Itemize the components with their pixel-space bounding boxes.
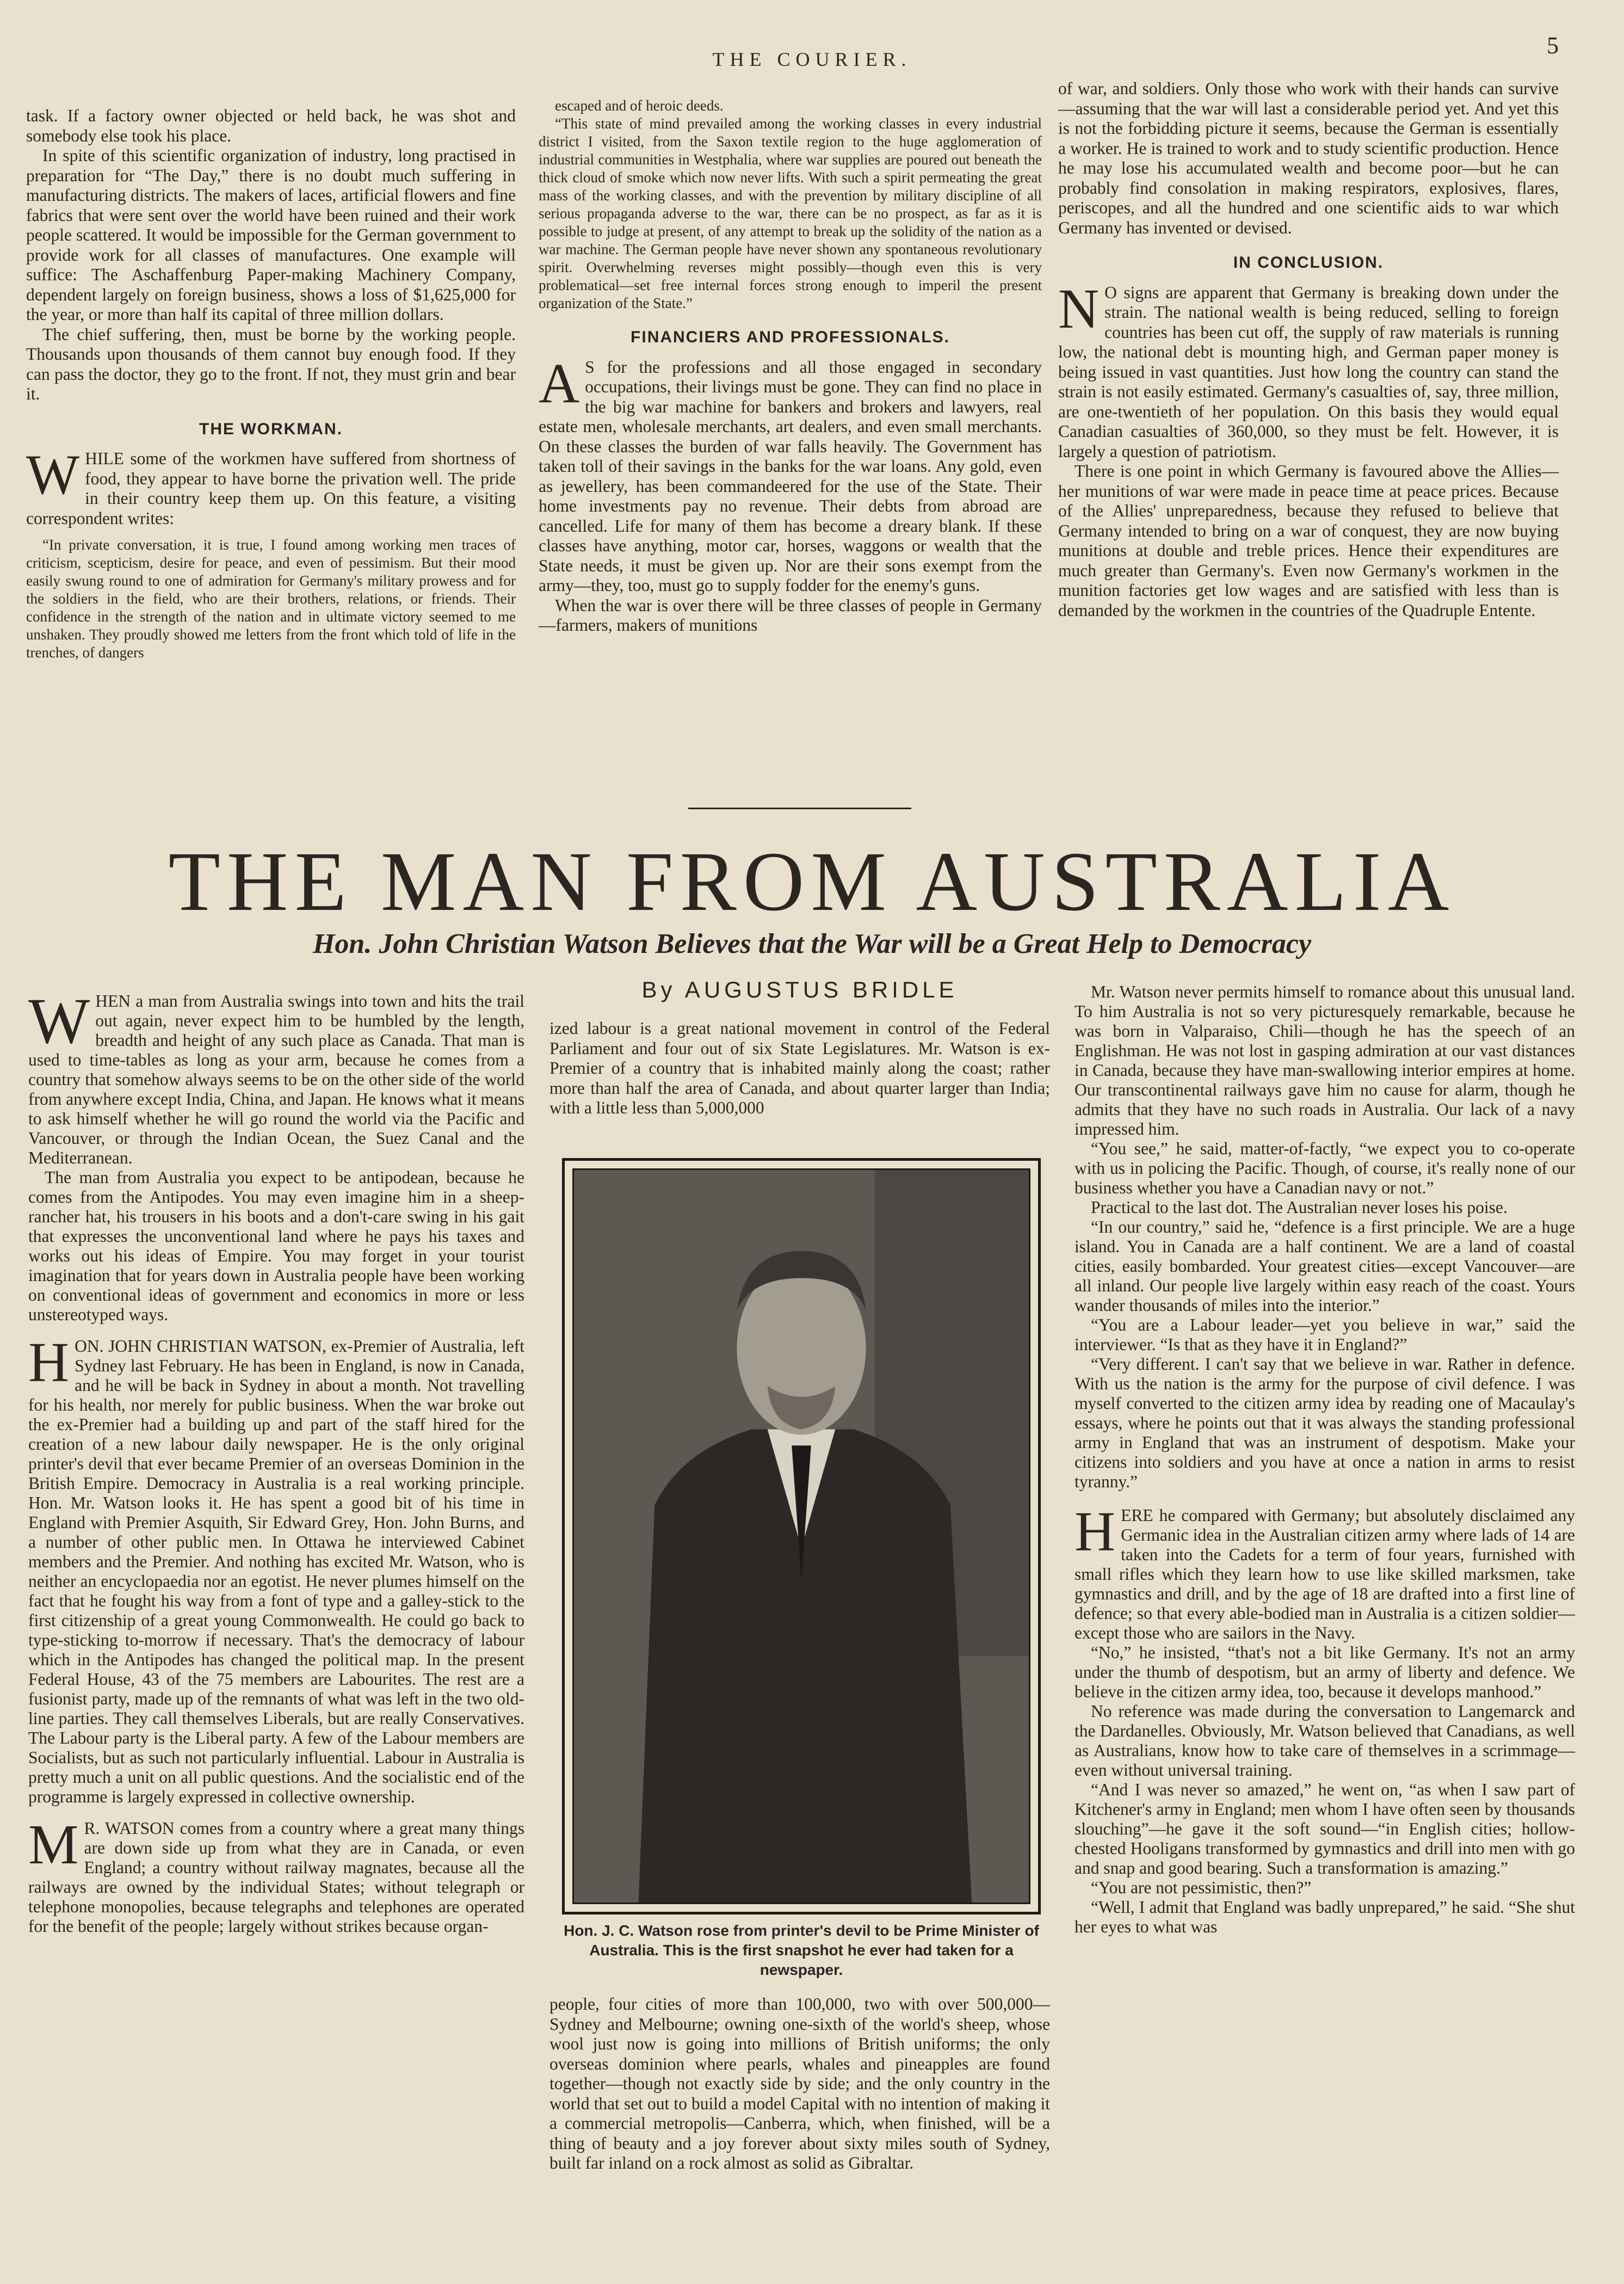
paragraph: people, four cities of more than 100,000, two with over 500,000—Sydney and Melbourne; owning one-sixth of the world's sheep, whose wool just now is going into millions of British uniforms; the only overseas dominion where pearls, whales and pineapples are found together—though not exactly side by side; and the only country in the world that set out to build a model Capital with no intention of making it a commercial metropolis—Canberra, which, when finished, will be a thing of beauty and a joy forever about sixty miles south of Sydney, built far inland on a rock almost as solid as Gibraltar. xyxy=(549,1994,1050,2172)
top-column-2 xyxy=(539,97,1042,636)
section-heading: IN CONCLUSION. xyxy=(1233,254,1384,272)
divider xyxy=(688,808,911,809)
top-column-1 xyxy=(26,106,516,662)
article-column-1 xyxy=(28,984,524,1936)
quote-paragraph: escaped and of heroic deeds. xyxy=(555,97,724,114)
article-column-2-lower xyxy=(549,1994,1050,2174)
paragraph: The man from Australia you expect to be antipodean, because he comes from the Antipodes. You may even imagine him in a sheep-rancher hat, his trousers in his boots and a don't-care swing in his gait that expresses the unconventional land where he pays his taxes and works out his ideas of Empire. You may forget in your tourist imagination that for years down in Australia people have been working on conventional ideas of government and economics in more or less unstereotyped ways. xyxy=(28,1168,524,1324)
portrait-photo xyxy=(562,1158,1041,1914)
paragraph-text: ERE he compared with Germany; but absolutely disclaimed any Germanic idea in the Australian citizen army where lads of 14 are taken into the Cadets for a term of four years, furnished with small rifles which they learn how to use like skilled marksmen, take gymnastics and drill, and by the age of 18 are drafted into a first line of defence; so that every able-bodied man in Australia is a citizen soldier—except those who are sailors in the Navy. xyxy=(1075,1506,1575,1642)
paragraph: “You are a Labour leader—yet you believe in war,” said the interviewer. “Is that as they have it in England?” xyxy=(1075,1315,1575,1354)
paragraph: “And I was never so amazed,” he went on, “as when I saw part of Kitchener's army in England; men whom I have often seen by thousands slouching”—he gave it the soft sound—“in English cities; hollow-chested Hooligans transformed by gymnastics and drill into men with go and snap and good bearing. Such a transformation is amazing.” xyxy=(1075,1780,1575,1877)
paragraph: In spite of this scientific organization of industry, long practised in preparation for “The Day,” there is no doubt much suffering in manufacturing districts. The makers of laces, artificial flowers and fine fabrics that were sent over the world have been ruined and their work people scattered. It would be impossible for the German government to provide work for all classes of manufactures. One example will suffice: The Aschaffenburg Paper-making Machinery Company, dependent largely on foreign business, shows a loss of $1,625,000 for the year, or more than half its capital of three million dollars. xyxy=(26,146,516,324)
page-number: 5 xyxy=(1547,32,1559,59)
paragraph: “You are not pessimistic, then?” xyxy=(1091,1878,1312,1897)
paragraph: ized labour is a great national movement in control of the Federal Parliament and four out of six State Legislatures. Mr. Watson is ex-Premier of a country that is inhabited mainly along the coast; rather more than half the area of Canada, and about quarter larger than India; with a little less than 5,000,000 xyxy=(549,1019,1050,1117)
section-heading: THE WORKMAN. xyxy=(199,420,343,438)
paragraph-text: O signs are apparent that Germany is breaking down under the strain. The national wealth is being reduced, selling to foreign countries has been cut off, the supply of raw materials is running low, the national debt is mounting high, and German paper money is being issued in vast quantities. Just how long the country can stand the strain is not easily estimated. Germany's casualties of, say, three million, are one-twentieth of her population. On this basis they would equal Canadian casualties of 360,000, so they must be felt. However, it is largely a question of patriotism. xyxy=(1058,282,1559,461)
quote-paragraph: “This state of mind prevailed among the working classes in every industrial district I visited, from the Saxon textile region to the huge agglomeration of industrial communities in Westphalia, where war supplies are poured out beneath the thick cloud of smoke which now never lifts. With such a spirit permeating the great mass of the working classes, and with the prevention by military discipline of all serious propaganda adverse to the war, there can be no prospect, as far as it is possible to judge at present, of any attempt to break up the solidity of the nation as a war machine. The German people have never shown any spontaneous revolutionary spirit. Overwhelming reverses might possibly—though even this is very problematical—set free internal forces strong enough to imperil the present organization of the State.” xyxy=(539,115,1042,311)
quote-paragraph: “In private conversation, it is true, I found among working men traces of criticism, scepticism, desire for peace, and even of pessimism. But their mood easily swung round to one of admiration for Germany's military prowess and for the soldiers in the field, who are their brothers, relations, or friends. Their confidence in the strength of the nation and in ultimate victory seemed to me unshaken. They proudly showed me letters from the front which told of life in the trenches, of dangers xyxy=(26,537,516,661)
paragraph: There is one point in which Germany is favoured above the Allies—her munitions of war were made in peace time at peace prices. Because of the Allies' unpreparedness, because they refused to believe that Germany intended to bring on a war of conquest, they are now buying munitions at double and treble prices. Hence their expenditures are much greater than Germany's. Even now Germany's workmen in the munition factories get low wages and are satisfied with less than is demanded by the workmen in the countries of the Quadruple Entente. xyxy=(1058,461,1559,620)
paragraph-text: ON. JOHN CHRISTIAN WATSON, ex-Premier of Australia, left Sydney last February. He has been in England, is now in Canada, and he will be back in Sydney in about a month. Not travelling for his health, nor merely for public business. When the war broke out the ex-Premier had a building up and part of the staff hired for the creation of a new labour daily newspaper. He is the only original printer's devil that ever became Premier of an overseas Dominion in the British Empire. Democracy in Australia is a real working principle. Hon. Mr. Watson looks it. He has spent a good bit of his time in England with Premier Asquith, Sir Edward Grey, Hon. John Burns, and a number of other public men. In Ottawa he interviewed Cabinet members and the Premier. And nothing has excited Mr. Watson, who is neither an encyclopaedia nor an egotist. He never plumes himself on the fact that he fought his way from a font of type and a galley-stick to the first citizenship of a great young Commonwealth. He could go back to type-sticking to-morrow if necessary. That's the democracy of labour which in the Antipodes has changed the political map. In the present Federal House, 43 of the 75 members are Labourites. The rest are a fusionist party, made up of the remnants of what was left in the two old-line parties. They call themselves Liberals, but are really Conservatives. The Labour party is the Liberal party. A few of the Labour members are Socialists, but as such not particularly influential. Labour in Australia is pretty much a unit on all public questions. And the socialistic end of the programme is largely expressed in collective ownership. xyxy=(28,1337,524,1806)
drop-cap: W xyxy=(28,984,90,1057)
section-heading: FINANCIERS AND PROFESSIONALS. xyxy=(631,328,950,346)
headline: THE MAN FROM AUSTRALIA xyxy=(168,834,1456,928)
paragraph xyxy=(28,1813,524,1936)
paragraph: The chief suffering, then, must be borne by the working people. Thousands upon thousands of them cannot buy enough food. If they can pass the doctor, they go to the front. If not, they must grin and bear it. xyxy=(26,324,516,403)
paragraph xyxy=(1075,1500,1575,1643)
paragraph: When the war is over there will be three classes of people in Germany—farmers, makers of munitions xyxy=(539,595,1042,635)
paragraph-text: HILE some of the workmen have suffered from shortness of food, they appear to have borne the privation well. The pride in their country keep them up. On this feature, a visiting correspondent writes: xyxy=(26,449,516,528)
paragraph xyxy=(1058,277,1559,462)
byline: By AUGUSTUS BRIDLE xyxy=(641,977,958,1002)
paragraph: of war, and soldiers. Only those who work with their hands can survive—assuming that the war will last a considerable period yet. And yet this is not the forbidding picture it seems, because the German is essentially a worker. He is trained to work and to study scientific production. Hence he may lose his accumulated wealth and become poor—but he can probably find consolation in making respirators, explosives, flares, periscopes, and all the hundred and one scientific aids to war which Germany has invented or devised. xyxy=(1058,79,1559,237)
masthead: THE COURIER. xyxy=(712,48,912,70)
paragraph xyxy=(28,984,524,1168)
drop-cap: A xyxy=(539,352,580,415)
photo-image xyxy=(572,1168,1030,1904)
article-column-2 xyxy=(549,1019,1050,1118)
paragraph: Mr. Watson never permits himself to romance about this unusual land. To him Australia is not so very picturesquely remarkable, because he was born in Valparaiso, Chili—though he has the speech of an Englishman. He was not lost in gasping admiration at our vast distances in Canada, because they have man-swallowing interior empires at home. Our transcontinental railways gave him no cause for alarm, though he admits that they have no such roads in Australia. Our lack of a navy impressed him. xyxy=(1075,982,1575,1138)
drop-cap: H xyxy=(28,1331,70,1394)
top-column-3 xyxy=(1058,79,1559,620)
paragraph-text: S for the professions and all those engaged in secondary occupations, their livings must be gone. They can find no place in the big war machine for bankers and brokers and lawyers, real estate men, wholesale merchants, art dealers, and even small merchants. On these classes the burden of war falls heavily. The Government has taken toll of their savings in the banks for the war loans. Any gold, even as jewellery, has been commandeered for the use of the State. Their home investments pay no revenue. Their debts from abroad are cancelled. Life for many of them has become a dreary blank. If these classes have anything, motor car, horses, waggons or wealth that the State needs, it must be given up. Nor are their sons exempt from the army—they, too, must go to supply fodder for the enemy's guns. xyxy=(539,357,1042,595)
article-column-3 xyxy=(1075,982,1575,1937)
drop-cap: H xyxy=(1075,1500,1116,1563)
drop-cap: N xyxy=(1058,277,1100,340)
drop-cap: W xyxy=(26,444,80,506)
photo-caption: Hon. J. C. Watson rose from printer's devil to be Prime Minister of Australia. This is the first snapshot he ever had taken for a newspaper. xyxy=(564,1922,1039,1978)
paragraph xyxy=(28,1331,524,1807)
paragraph: Practical to the last dot. The Australian never loses his poise. xyxy=(1091,1198,1508,1217)
paragraph: “Well, I admit that England was badly unprepared,” he said. “She shut her eyes to what was xyxy=(1075,1898,1575,1936)
portrait-figure xyxy=(574,1170,1029,1903)
paragraph: “In our country,” said he, “defence is a first principle. We are a huge island. You in Canada are a half continent. We are a land of coastal cities, easily bombarded. Your greatest cities—except Vancouver—are all inland. Our people live largely within easy reach of the coast. Yours wander thousands of miles into the interior.” xyxy=(1075,1217,1575,1315)
paragraph: “You see,” he said, matter-of-factly, “we expect you to co-operate with us in policing the Pacific. Though, of course, it's really none of our business whether you have a Canadian navy or not.” xyxy=(1075,1139,1575,1197)
paragraph: “Very different. I can't say that we believe in war. Rather in defence. With us the nation is the army for the purpose of civil defence. I was myself converted to the citizen army idea by reading one of Macaulay's essays, where he points out that it was always the standing professional army in England that was an instrument of despotism. Make your citizens into soldiers and you have at once a nation in arms to resist tyranny.” xyxy=(1075,1355,1575,1491)
drop-cap: M xyxy=(28,1813,79,1876)
paragraph: No reference was made during the conversation to Langemarck and the Dardanelles. Obviously, Mr. Watson believed that Canadians, as well as Australians, know how to take care of themselves in a scrimmage—even without universal training. xyxy=(1075,1702,1575,1780)
paragraph-text: HEN a man from Australia swings into town and hits the trail out again, never expect him to be humbled by the length, breadth and height of any such place as Canada. That man is used to time-tables as long as your arm, because he comes from a country that somehow always seems to be on the other side of the world from anywhere except India, China, and Japan. He knows what it means to ask himself whether he will go round the world via the Pacific and Vancouver, or through the Indian Ocean, the Suez Canal and the Mediterranean. xyxy=(28,992,524,1167)
paragraph: “No,” he insisted, “that's not a bit like Germany. It's not an army under the thumb of despotism, but an army of liberty and defence. We believe in the citizen army idea, too, because it develops manhood.” xyxy=(1075,1643,1575,1701)
paragraph xyxy=(26,444,516,528)
paragraph-text: R. WATSON comes from a country where a great many things are down side up from what they are in Canada, or even England; a country without railway magnates, because all the railways are owned by the individual States; without telegraph or telephone monopolies, because telegraphs and telephones are operated for the benefit of the people; largely without strikes because organ- xyxy=(28,1819,524,1936)
paragraph: task. If a factory owner objected or held back, he was shot and somebody else took his place. xyxy=(26,106,516,145)
paragraph xyxy=(539,352,1042,596)
deck: Hon. John Christian Watson Believes that the War will be a Great Help to Democracy xyxy=(312,928,1312,959)
